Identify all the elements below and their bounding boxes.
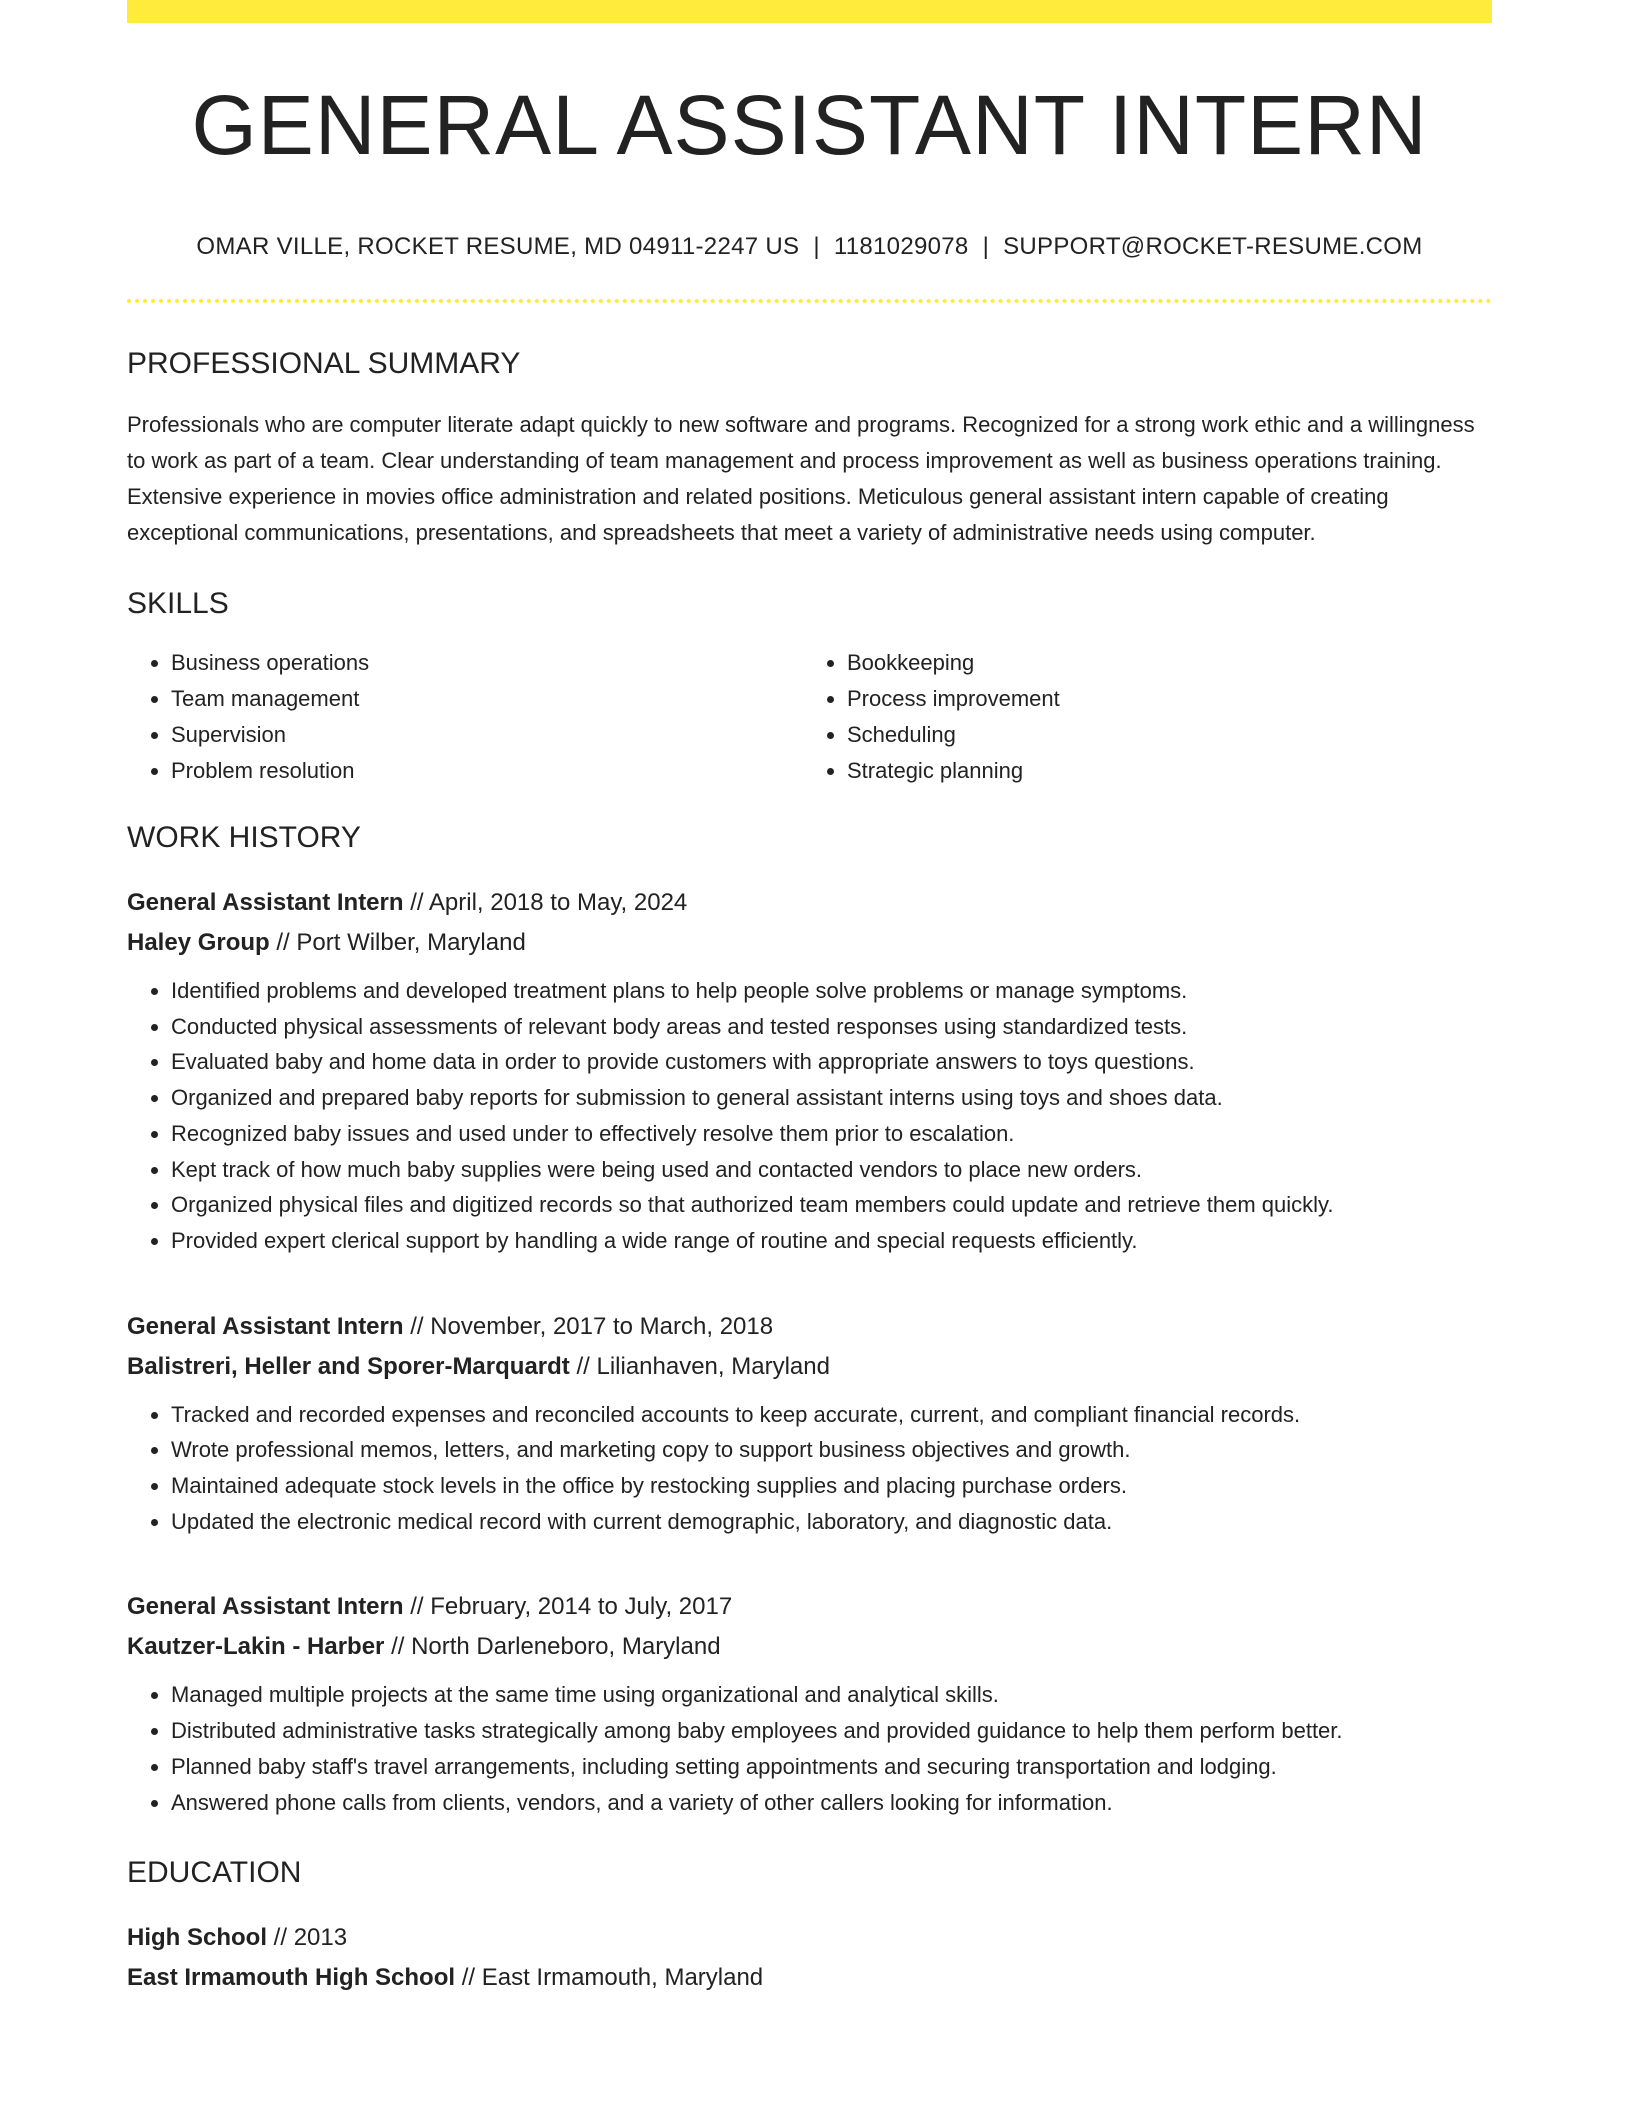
job-role: General Assistant Intern	[127, 1593, 404, 1621]
job-separator: //	[410, 1593, 424, 1621]
summary-heading: PROFESSIONAL SUMMARY	[127, 347, 521, 380]
job-bullet: • Organized physical files and digitized records so that authorized team members could update and retrieve them quickly.	[171, 1187, 1492, 1223]
contact-email: SUPPORT@ROCKET-RESUME.COM	[1003, 233, 1423, 260]
skills-column-left	[127, 645, 801, 789]
job-bullets	[127, 1677, 1492, 1820]
job-dates: February, 2014 to July, 2017	[430, 1593, 733, 1621]
skill-item: • Process improvement	[847, 681, 1477, 717]
job-bullet: • Planned baby staff's travel arrangements, including setting appointments and securing transportation and lodging.	[171, 1749, 1492, 1785]
work-history-heading: WORK HISTORY	[127, 821, 361, 854]
skill-item: • Scheduling	[847, 717, 1477, 753]
job-separator: //	[576, 1352, 590, 1380]
job-separator: //	[410, 889, 424, 916]
job-role-line	[127, 883, 1492, 923]
job-bullet: • Distributed administrative tasks strategically among baby employees and provided guidance to help them perform better.	[171, 1713, 1492, 1749]
candidate-name: GENERAL ASSISTANT INTERN	[191, 78, 1428, 172]
skill-item: • Problem resolution	[171, 753, 801, 789]
education-entry	[127, 1918, 1492, 1998]
skill-item: • Team management	[171, 681, 801, 717]
contact-phone: 1181029078	[833, 233, 969, 260]
job-bullet: • Conducted physical assessments of relevant body areas and tested responses using standardized tests.	[171, 1009, 1492, 1045]
resume-page	[127, 0, 1492, 1998]
job-bullet: • Wrote professional memos, letters, and marketing copy to support business objectives and growth.	[171, 1432, 1492, 1468]
job-location: Port Wilber, Maryland	[296, 929, 526, 956]
job-bullet: • Tracked and recorded expenses and reconciled accounts to keep accurate, current, and compliant financial records.	[171, 1397, 1492, 1433]
education-school-line	[127, 1958, 1492, 1998]
job-separator: //	[410, 1312, 424, 1340]
job-bullet: • Evaluated baby and home data in order to provide customers with appropriate answers to toys questions.	[171, 1044, 1492, 1080]
contact-separator: |	[982, 233, 990, 260]
contact-line	[127, 233, 1492, 261]
education-heading: EDUCATION	[127, 1856, 302, 1890]
job-company-line	[127, 923, 1492, 963]
job-dates: November, 2017 to March, 2018	[430, 1312, 774, 1340]
job-bullet: • Recognized baby issues and used under to effectively resolve them prior to escalation.	[171, 1116, 1492, 1152]
job-bullets	[127, 1397, 1492, 1540]
education-degree-line	[127, 1918, 1492, 1958]
skills-column-right	[801, 645, 1477, 789]
job-separator: //	[391, 1633, 405, 1661]
job-company-line	[127, 1347, 1492, 1387]
dotted-divider	[127, 299, 1492, 303]
job-company-line	[127, 1627, 1492, 1667]
skills-list	[127, 645, 1492, 789]
skills-heading: SKILLS	[127, 587, 229, 620]
summary-text: Professionals who are computer literate adapt quickly to new software and programs. Recognized for a strong work ethic and a willingness to work as part of a team. Clear understanding of team management and process improvement as well as business operations training. Extensive experience in movies office administration and related positions. Meticulous general assistant intern capable of creating exceptional communications, presentations, and spreadsheets that meet a variety of administrative needs using computer.	[127, 412, 1475, 545]
job-bullet: • Kept track of how much baby supplies were being used and contacted vendors to place new orders.	[171, 1152, 1492, 1188]
job-bullet: • Provided expert clerical support by handling a wide range of routine and special requests efficiently.	[171, 1223, 1492, 1259]
skill-item: • Strategic planning	[847, 753, 1477, 789]
job-bullet: • Updated the electronic medical record with current demographic, laboratory, and diagnostic data.	[171, 1504, 1492, 1540]
education-year: 2013	[293, 1924, 348, 1952]
job-bullet: • Managed multiple projects at the same time using organizational and analytical skills.	[171, 1677, 1492, 1713]
job-bullet: • Organized and prepared baby reports for submission to general assistant interns using toys and shoes data.	[171, 1080, 1492, 1116]
job-bullet: • Identified problems and developed treatment plans to help people solve problems or manage symptoms.	[171, 973, 1492, 1009]
job-role: General Assistant Intern	[127, 889, 404, 916]
contact-separator: |	[813, 233, 820, 260]
job-company: Kautzer-Lakin - Harber	[127, 1633, 385, 1661]
education-separator: //	[273, 1924, 288, 1952]
education-separator: //	[461, 1964, 476, 1992]
job-bullet: • Maintained adequate stock levels in the office by restocking supplies and placing purchase orders.	[171, 1468, 1492, 1504]
job-entry	[127, 1307, 1492, 1540]
job-dates: April, 2018 to May, 2024	[428, 889, 688, 916]
job-bullet: • Answered phone calls from clients, vendors, and a variety of other callers looking for information.	[171, 1785, 1492, 1821]
job-company: Haley Group	[127, 929, 270, 956]
education-degree: High School	[127, 1924, 267, 1952]
job-role-line	[127, 1587, 1492, 1627]
job-role-line	[127, 1307, 1492, 1347]
job-location: North Darleneboro, Maryland	[411, 1633, 721, 1661]
skill-item: • Business operations	[171, 645, 801, 681]
job-bullets	[127, 973, 1492, 1259]
contact-address: OMAR VILLE, ROCKET RESUME, MD 04911-2247 US	[196, 233, 800, 260]
skill-item: • Supervision	[171, 717, 801, 753]
job-company: Balistreri, Heller and Sporer-Marquardt	[127, 1352, 570, 1380]
job-separator: //	[276, 929, 290, 956]
job-entry	[127, 883, 1492, 1259]
top-accent-bar	[127, 0, 1492, 23]
skill-item: • Bookkeeping	[847, 645, 1477, 681]
job-entry	[127, 1587, 1492, 1820]
job-location: Lilianhaven, Maryland	[596, 1352, 830, 1380]
education-location: East Irmamouth, Maryland	[481, 1964, 764, 1992]
job-role: General Assistant Intern	[127, 1312, 404, 1340]
education-school: East Irmamouth High School	[127, 1964, 456, 1992]
